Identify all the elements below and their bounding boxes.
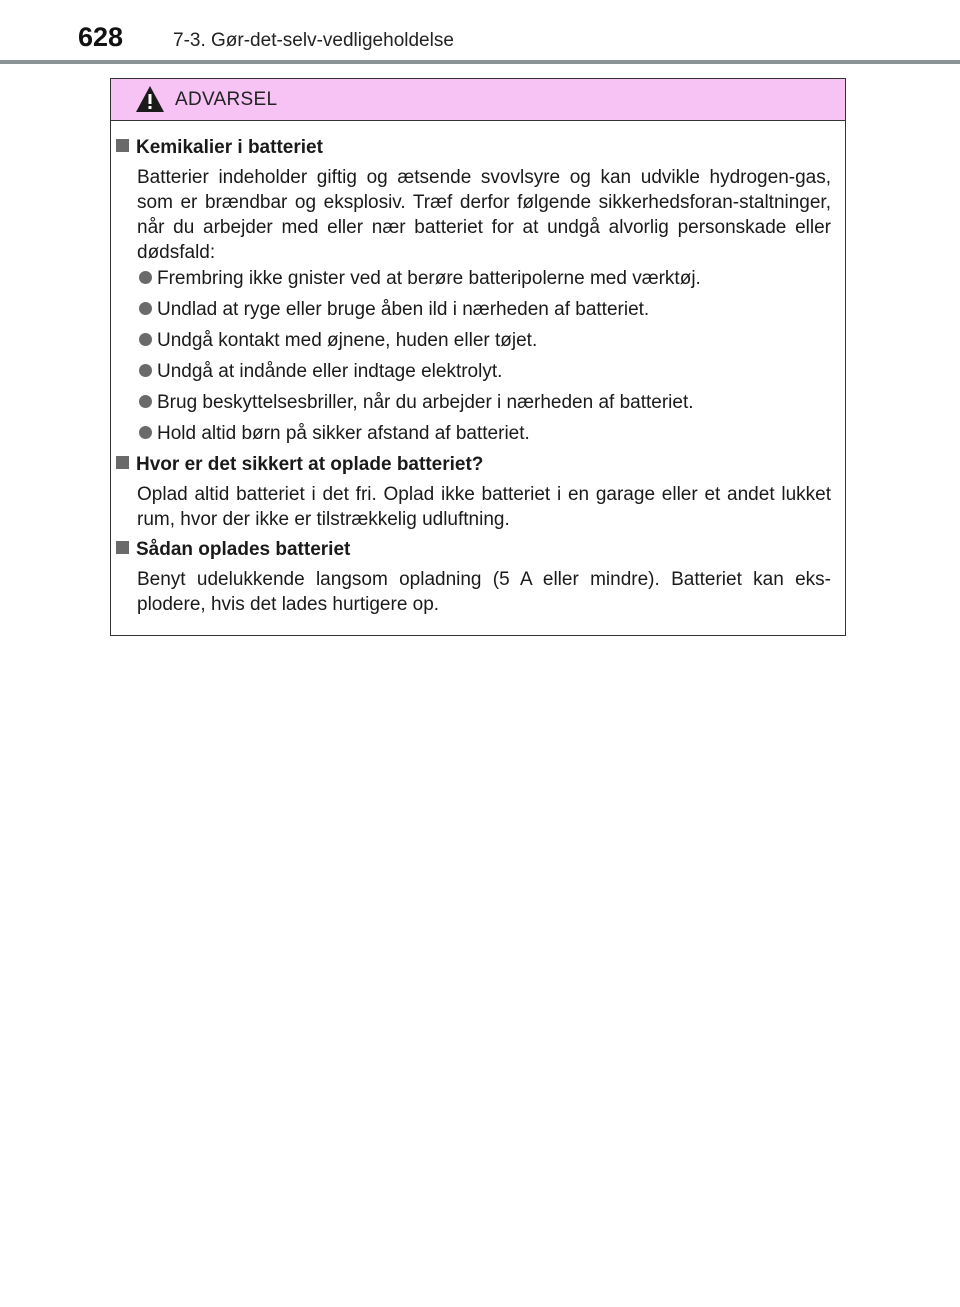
page-number: 628 (78, 22, 124, 52)
section-text: Oplad altid batteriet i det fri. Oplad ikke batteriet i en garage eller et andet lukket rum, hvor der ikke er tilstrækkelig udluftning. (137, 484, 831, 530)
header-divider (0, 60, 960, 64)
warning-header (111, 79, 845, 121)
section-heading: Sådan oplades batteriet (116, 539, 350, 561)
circle-bullet-icon (139, 333, 152, 346)
warning-box (110, 78, 846, 636)
warning-triangle-icon (135, 85, 165, 113)
list-item: Hold altid børn på sikker afstand af batteriet. (139, 423, 530, 445)
list-item: Frembring ikke gnister ved at berøre batteripolerne med værktøj. (139, 268, 701, 290)
section-title: 7-3. Gør-det-selv-vedligeholdelse (173, 30, 454, 51)
list-item: Undlad at ryge eller bruge åben ild i nærheden af batteriet. (139, 299, 649, 321)
circle-bullet-icon (139, 271, 152, 284)
warning-title: ADVARSEL (175, 89, 278, 110)
square-bullet-icon (116, 139, 129, 152)
circle-bullet-icon (139, 364, 152, 377)
list-item: Undgå kontakt med øjnene, huden eller tøjet. (139, 330, 537, 352)
list-item: Brug beskyttelsesbriller, når du arbejder i nærheden af batteriet. (139, 392, 694, 414)
section-text: Batterier indeholder giftig og ætsende svovlsyre og kan udvikle hydrogen-gas, som er brændbar og eksplosiv. Træf derfor følgende sikkerhedsforan-staltninger, når du arbejder med eller nær batteriet for at undgå alvorlig personskade eller dødsfald: (137, 167, 831, 263)
section-heading: Hvor er det sikkert at oplade batteriet? (116, 454, 483, 476)
circle-bullet-icon (139, 395, 152, 408)
section-heading: Kemikalier i batteriet (116, 137, 323, 159)
circle-bullet-icon (139, 302, 152, 315)
circle-bullet-icon (139, 426, 152, 439)
list-item: Undgå at indånde eller indtage elektrolyt. (139, 361, 502, 383)
square-bullet-icon (116, 541, 129, 554)
square-bullet-icon (116, 456, 129, 469)
section-text: Benyt udelukkende langsom opladning (5 A eller mindre). Batteriet kan eks-plodere, hvis det lades hurtigere op. (137, 569, 831, 615)
page-header (0, 0, 960, 66)
